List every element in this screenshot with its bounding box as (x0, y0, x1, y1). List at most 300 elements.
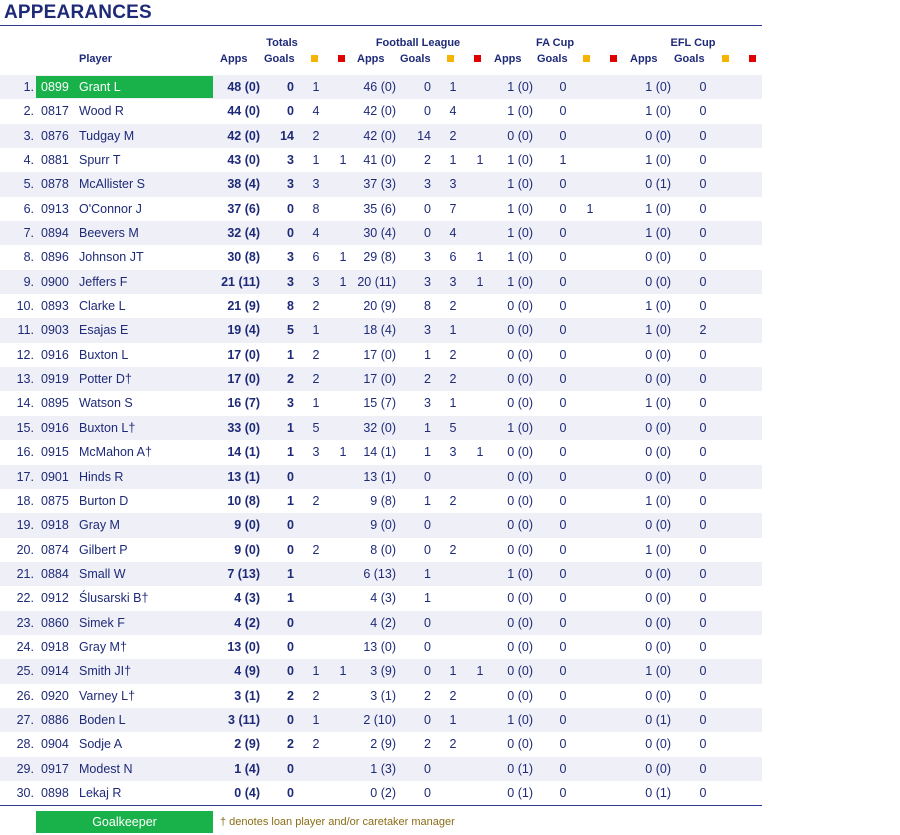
league-apps: 4 (2) (370, 615, 396, 630)
league-apps: 20 (11) (357, 274, 396, 289)
league-yellow: 2 (449, 688, 457, 703)
total-yellow: 2 (312, 688, 320, 703)
fa-apps: 0 (0) (507, 323, 533, 338)
squad-number: 0920 (41, 688, 69, 703)
efl-apps: 0 (0) (645, 347, 671, 362)
total-yellow: 5 (312, 420, 320, 435)
fa-goals: 0 (559, 518, 567, 533)
league-apps: 29 (8) (363, 250, 396, 265)
total-goals: 3 (287, 250, 294, 265)
row-number: 1. (23, 80, 34, 94)
squad-number: 0901 (41, 469, 69, 484)
row-number: 26. (16, 688, 34, 703)
player-name: Gilbert P (79, 542, 128, 557)
loan-note: † denotes loan player and/or caretaker manager (220, 816, 455, 828)
total-goals: 0 (287, 761, 294, 776)
squad-number: 0899 (41, 80, 69, 94)
total-apps: 42 (0) (227, 128, 260, 143)
league-red: 1 (476, 250, 484, 265)
total-goals: 3 (287, 274, 294, 289)
fa-apps: 1 (0) (507, 104, 533, 119)
fa-goals: 0 (559, 664, 567, 679)
row-number: 4. (23, 153, 34, 168)
fa-apps: 0 (0) (507, 688, 533, 703)
efl-apps: 0 (0) (645, 737, 671, 752)
table-row (0, 245, 762, 269)
efl-goals: 0 (699, 347, 707, 362)
total-goals: 3 (287, 177, 294, 192)
total-yellow: 2 (312, 347, 320, 362)
squad-number: 0874 (41, 542, 69, 557)
player-name: Wood R (79, 104, 124, 119)
squad-number: 0914 (41, 664, 69, 679)
fa-yellow: 1 (586, 201, 594, 216)
efl-goals: 0 (699, 128, 707, 143)
total-yellow: 8 (312, 201, 320, 216)
efl-apps: 1 (0) (645, 226, 671, 241)
league-goals: 2 (424, 737, 431, 752)
yellow-card-icon (447, 55, 454, 62)
player-name: Potter D† (79, 372, 132, 387)
player-name: Lekaj R (79, 785, 122, 800)
league-apps: 4 (3) (370, 591, 396, 606)
league-goals: 1 (424, 493, 431, 508)
row-number: 30. (16, 785, 34, 800)
row-number: 18. (16, 493, 34, 508)
table-row (0, 440, 762, 464)
efl-goals: 0 (699, 542, 707, 557)
total-yellow: 1 (312, 664, 320, 679)
squad-number: 0903 (41, 323, 69, 338)
total-red: 1 (339, 153, 347, 168)
fa-goals: 0 (559, 566, 567, 581)
fa-goals: 0 (559, 201, 567, 216)
efl-goals: 0 (699, 226, 707, 241)
efl-apps: 1 (0) (645, 153, 671, 168)
header-football-league: Football League (375, 37, 461, 49)
player-name: O'Connor J (79, 201, 142, 216)
efl-goals: 0 (699, 445, 707, 460)
league-yellow: 4 (449, 104, 457, 119)
league-apps: 42 (0) (363, 104, 396, 119)
total-apps: 44 (0) (227, 104, 260, 119)
squad-number: 0916 (41, 347, 69, 362)
efl-apps: 0 (0) (645, 420, 671, 435)
efl-apps: 0 (1) (645, 785, 671, 800)
fa-apps: 1 (0) (507, 274, 533, 289)
table-row (0, 586, 762, 610)
appearances-table (0, 75, 762, 805)
total-apps: 13 (0) (227, 639, 260, 654)
total-apps: 48 (0) (227, 80, 260, 94)
table-row (0, 75, 762, 99)
efl-goals: 0 (699, 761, 707, 776)
league-apps: 6 (13) (363, 566, 396, 581)
fa-apps: 1 (0) (507, 712, 533, 727)
total-goals: 0 (287, 80, 294, 94)
fa-goals: 0 (559, 420, 567, 435)
fa-apps: 0 (0) (507, 299, 533, 314)
header-totals-apps: Apps (220, 53, 248, 65)
row-number: 22. (16, 591, 34, 606)
squad-number: 0912 (41, 591, 69, 606)
squad-number: 0913 (41, 201, 69, 216)
fa-apps: 0 (1) (507, 761, 533, 776)
efl-goals: 0 (699, 80, 707, 94)
bottom-divider (0, 805, 762, 806)
fa-apps: 1 (0) (507, 250, 533, 265)
row-number: 21. (16, 566, 34, 581)
league-apps: 32 (0) (363, 420, 396, 435)
league-goals: 0 (424, 542, 431, 557)
total-yellow: 3 (312, 274, 320, 289)
row-number: 15. (16, 420, 34, 435)
league-red: 1 (476, 664, 484, 679)
total-apps: 10 (8) (227, 493, 260, 508)
efl-goals: 0 (699, 518, 707, 533)
yellow-card-icon (311, 55, 318, 62)
efl-goals: 0 (699, 712, 707, 727)
efl-apps: 0 (0) (645, 372, 671, 387)
efl-goals: 0 (699, 201, 707, 216)
row-number: 13. (16, 372, 34, 387)
fa-goals: 0 (559, 688, 567, 703)
league-yellow: 2 (449, 372, 457, 387)
league-red: 1 (476, 274, 484, 289)
league-goals: 3 (424, 274, 431, 289)
player-name: Simek F (79, 615, 125, 630)
table-row (0, 562, 762, 586)
player-name: Smith JI† (79, 664, 132, 679)
total-goals: 1 (287, 566, 294, 581)
header-efl-goals: Goals (674, 53, 705, 65)
header-league-apps: Apps (357, 53, 385, 65)
table-row (0, 99, 762, 123)
table-row (0, 489, 762, 513)
fa-apps: 1 (0) (507, 177, 533, 192)
total-apps: 17 (0) (227, 372, 260, 387)
league-apps: 13 (1) (363, 469, 396, 484)
fa-apps: 1 (0) (507, 420, 533, 435)
fa-apps: 0 (0) (507, 396, 533, 411)
player-name: Spurr T (79, 153, 121, 168)
total-goals: 0 (287, 639, 294, 654)
goalkeeper-legend: Goalkeeper (36, 811, 213, 833)
total-apps: 4 (9) (234, 664, 260, 679)
total-yellow: 1 (312, 712, 320, 727)
efl-apps: 0 (0) (645, 469, 671, 484)
row-number: 3. (23, 128, 34, 143)
total-apps: 3 (1) (234, 688, 260, 703)
fa-goals: 0 (559, 445, 567, 460)
row-number: 5. (23, 177, 34, 192)
league-apps: 17 (0) (363, 347, 396, 362)
total-goals: 0 (287, 615, 294, 630)
squad-number: 0886 (41, 712, 69, 727)
row-number: 28. (16, 737, 34, 752)
league-goals: 2 (424, 688, 431, 703)
total-goals: 0 (287, 664, 294, 679)
league-goals: 1 (424, 566, 431, 581)
row-number: 24. (16, 639, 34, 654)
table-row (0, 270, 762, 294)
squad-number: 0817 (41, 104, 69, 119)
row-number: 6. (23, 201, 34, 216)
squad-number: 0884 (41, 566, 69, 581)
efl-apps: 0 (0) (645, 591, 671, 606)
fa-apps: 0 (0) (507, 518, 533, 533)
table-row (0, 294, 762, 318)
total-apps: 0 (4) (234, 785, 260, 800)
player-name: Buxton L (79, 347, 129, 362)
efl-goals: 0 (699, 469, 707, 484)
league-red: 1 (476, 153, 484, 168)
total-apps: 21 (11) (221, 274, 260, 289)
player-name: Small W (79, 566, 126, 581)
efl-goals: 0 (699, 615, 707, 630)
efl-apps: 1 (0) (645, 664, 671, 679)
fa-apps: 0 (0) (507, 615, 533, 630)
header-fa-apps: Apps (494, 53, 522, 65)
total-apps: 4 (3) (234, 591, 260, 606)
total-goals: 1 (287, 591, 294, 606)
row-number: 10. (16, 299, 34, 314)
player-name: McMahon A† (79, 445, 152, 460)
efl-apps: 0 (0) (645, 566, 671, 581)
league-yellow: 3 (449, 177, 457, 192)
league-yellow: 1 (449, 664, 457, 679)
row-number: 23. (16, 615, 34, 630)
header-efl-apps: Apps (630, 53, 658, 65)
row-number: 17. (16, 469, 34, 484)
squad-number: 0860 (41, 615, 69, 630)
table-row (0, 757, 762, 781)
efl-goals: 0 (699, 566, 707, 581)
fa-apps: 1 (0) (507, 201, 533, 216)
league-yellow: 2 (449, 299, 457, 314)
table-row (0, 124, 762, 148)
fa-apps: 0 (0) (507, 469, 533, 484)
league-apps: 3 (1) (370, 688, 396, 703)
total-goals: 0 (287, 104, 294, 119)
table-row (0, 635, 762, 659)
fa-goals: 0 (559, 591, 567, 606)
efl-apps: 0 (0) (645, 128, 671, 143)
header-efl-cup: EFL Cup (670, 37, 716, 49)
fa-goals: 0 (559, 226, 567, 241)
table-row (0, 708, 762, 732)
total-red: 1 (339, 274, 347, 289)
header-fa-cup: FA Cup (535, 37, 575, 49)
total-yellow: 1 (312, 323, 320, 338)
fa-apps: 0 (0) (507, 493, 533, 508)
player-name: Hinds R (79, 469, 124, 484)
league-apps: 9 (0) (370, 518, 396, 533)
row-number: 12. (16, 347, 34, 362)
efl-apps: 1 (0) (645, 80, 671, 94)
squad-number: 0881 (41, 153, 69, 168)
total-goals: 8 (287, 299, 294, 314)
row-number: 16. (16, 445, 34, 460)
total-yellow: 4 (312, 104, 320, 119)
total-apps: 16 (7) (227, 396, 260, 411)
red-card-icon (610, 55, 617, 62)
total-red: 1 (339, 445, 347, 460)
efl-apps: 1 (0) (645, 104, 671, 119)
player-name: Modest N (79, 761, 133, 776)
league-apps: 17 (0) (363, 372, 396, 387)
league-red: 1 (476, 445, 484, 460)
efl-apps: 0 (0) (645, 639, 671, 654)
fa-goals: 0 (559, 299, 567, 314)
league-apps: 41 (0) (363, 153, 396, 168)
league-yellow: 2 (449, 493, 457, 508)
table-row (0, 611, 762, 635)
player-name: Varney L† (79, 688, 136, 703)
efl-goals: 0 (699, 639, 707, 654)
title-divider (0, 25, 762, 26)
fa-goals: 0 (559, 615, 567, 630)
efl-goals: 0 (699, 372, 707, 387)
table-row (0, 318, 762, 342)
total-yellow: 1 (312, 153, 320, 168)
total-apps: 43 (0) (227, 153, 260, 168)
fa-goals: 0 (559, 372, 567, 387)
total-yellow: 6 (312, 250, 320, 265)
fa-apps: 0 (0) (507, 639, 533, 654)
player-name: Watson S (79, 396, 133, 411)
player-name: Gray M† (79, 639, 127, 654)
total-goals: 5 (287, 323, 294, 338)
fa-goals: 0 (559, 469, 567, 484)
fa-apps: 0 (1) (507, 785, 533, 800)
league-apps: 46 (0) (363, 80, 396, 94)
league-apps: 35 (6) (363, 201, 396, 216)
total-apps: 7 (13) (227, 566, 260, 581)
total-apps: 19 (4) (227, 323, 260, 338)
efl-goals: 0 (699, 250, 707, 265)
total-goals: 3 (287, 396, 294, 411)
total-goals: 1 (287, 420, 294, 435)
total-yellow: 2 (312, 372, 320, 387)
total-yellow: 2 (312, 299, 320, 314)
fa-goals: 0 (559, 128, 567, 143)
total-apps: 4 (2) (234, 615, 260, 630)
fa-apps: 1 (0) (507, 566, 533, 581)
league-yellow: 6 (449, 250, 457, 265)
row-number: 27. (16, 712, 34, 727)
league-apps: 8 (0) (370, 542, 396, 557)
squad-number: 0876 (41, 128, 69, 143)
total-goals: 1 (287, 445, 294, 460)
league-goals: 0 (424, 639, 431, 654)
fa-goals: 0 (559, 493, 567, 508)
fa-apps: 1 (0) (507, 226, 533, 241)
total-apps: 32 (4) (227, 226, 260, 241)
total-apps: 9 (0) (234, 542, 260, 557)
total-apps: 13 (1) (227, 469, 260, 484)
squad-number: 0898 (41, 785, 69, 800)
total-goals: 2 (287, 688, 294, 703)
efl-goals: 0 (699, 153, 707, 168)
total-goals: 3 (287, 153, 294, 168)
squad-number: 0919 (41, 372, 69, 387)
total-goals: 0 (287, 785, 294, 800)
fa-apps: 0 (0) (507, 372, 533, 387)
league-yellow: 1 (449, 80, 457, 94)
efl-apps: 1 (0) (645, 542, 671, 557)
row-number: 14. (16, 396, 34, 411)
total-red: 1 (339, 664, 347, 679)
row-number: 9. (23, 274, 34, 289)
squad-number: 0896 (41, 250, 69, 265)
row-number: 25. (16, 664, 34, 679)
efl-apps: 1 (0) (645, 201, 671, 216)
table-row (0, 343, 762, 367)
league-apps: 2 (10) (363, 712, 396, 727)
table-row (0, 172, 762, 196)
fa-apps: 0 (0) (507, 128, 533, 143)
efl-goals: 0 (699, 591, 707, 606)
total-yellow: 2 (312, 542, 320, 557)
efl-apps: 0 (0) (645, 274, 671, 289)
squad-number: 0918 (41, 639, 69, 654)
row-number: 29. (16, 761, 34, 776)
total-goals: 0 (287, 226, 294, 241)
squad-number: 0917 (41, 761, 69, 776)
total-goals: 2 (287, 372, 294, 387)
league-yellow: 5 (449, 420, 457, 435)
table-row (0, 465, 762, 489)
total-goals: 0 (287, 518, 294, 533)
league-yellow: 2 (449, 542, 457, 557)
total-yellow: 2 (312, 737, 320, 752)
player-name: Grant L (79, 80, 121, 94)
efl-goals: 0 (699, 737, 707, 752)
row-number: 7. (23, 226, 34, 241)
league-yellow: 1 (449, 323, 457, 338)
league-yellow: 7 (449, 201, 457, 216)
league-yellow: 1 (449, 153, 457, 168)
efl-apps: 1 (0) (645, 299, 671, 314)
total-apps: 9 (0) (234, 518, 260, 533)
league-goals: 0 (424, 469, 431, 484)
row-number: 8. (23, 250, 34, 265)
player-name: Ślusarski B† (79, 591, 149, 606)
fa-goals: 0 (559, 761, 567, 776)
league-goals: 3 (424, 323, 431, 338)
table-row (0, 367, 762, 391)
player-name: Buxton L† (79, 420, 136, 435)
fa-goals: 0 (559, 712, 567, 727)
league-goals: 0 (424, 664, 431, 679)
total-goals: 0 (287, 201, 294, 216)
fa-goals: 0 (559, 347, 567, 362)
efl-apps: 0 (1) (645, 177, 671, 192)
yellow-card-icon (722, 55, 729, 62)
league-goals: 0 (424, 201, 431, 216)
row-number: 11. (17, 323, 34, 338)
efl-apps: 1 (0) (645, 396, 671, 411)
league-goals: 14 (417, 128, 431, 143)
total-goals: 2 (287, 737, 294, 752)
league-apps: 0 (2) (370, 785, 396, 800)
player-name: Beevers M (79, 226, 139, 241)
table-row (0, 391, 762, 415)
squad-number: 0875 (41, 493, 69, 508)
league-yellow: 2 (449, 128, 457, 143)
efl-apps: 1 (0) (645, 493, 671, 508)
